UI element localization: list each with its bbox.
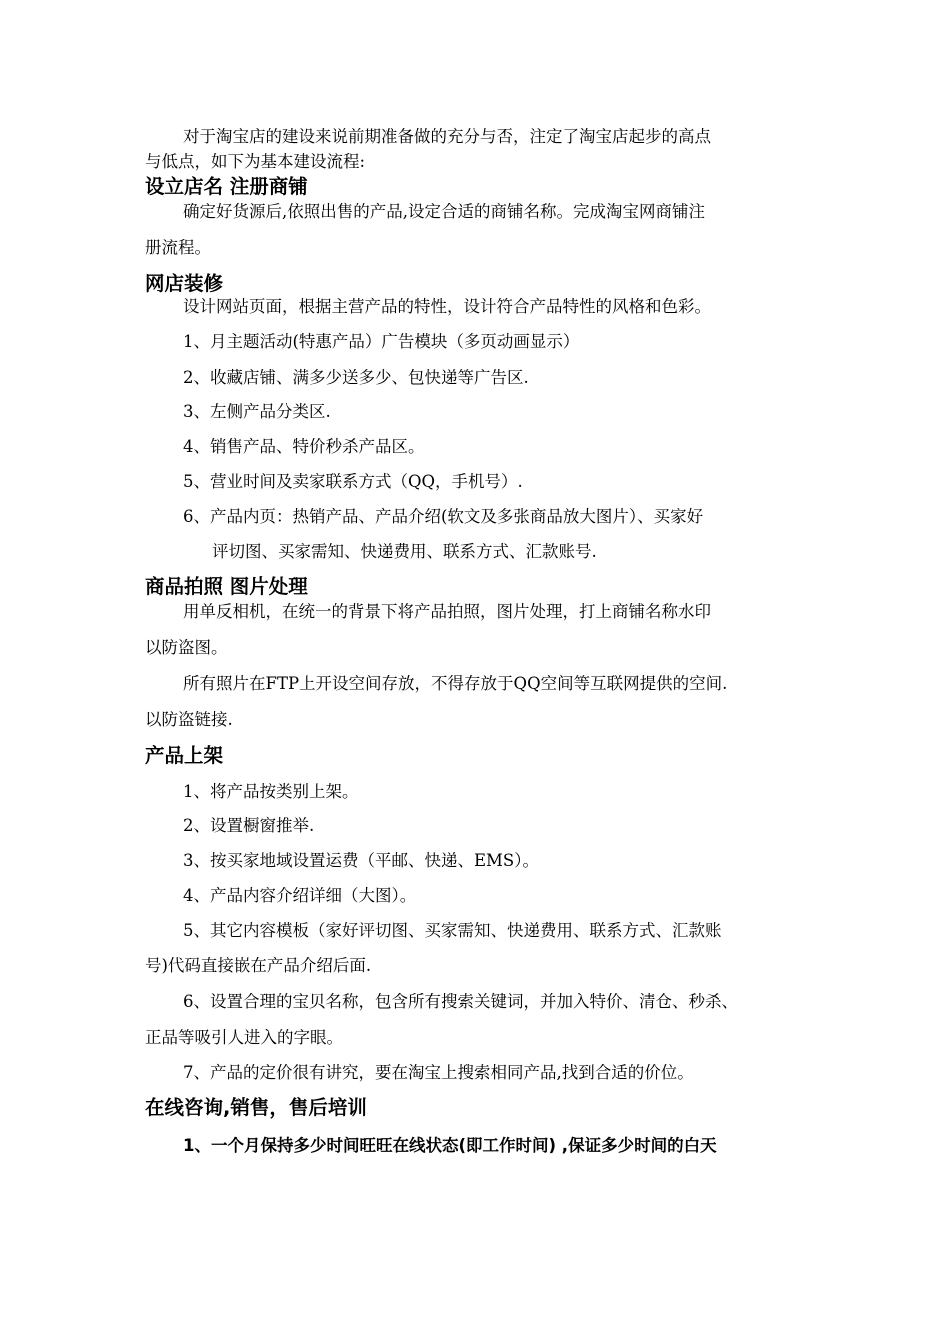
- list-item: 1、将产品按类别上架。: [183, 782, 359, 801]
- paragraph-line: 以防盗图。: [145, 638, 228, 657]
- paragraph-line: 以防盗链接.: [145, 710, 233, 729]
- paragraph-line: 设计网站页面，根据主营产品的特性，设计符合产品特性的风格和色彩。: [183, 297, 711, 316]
- list-item-continued: 正品等吸引人进入的字眼。: [145, 1028, 343, 1047]
- list-item: 1、一个月保持多少时间旺旺在线状态(即工作时间) ,保证多少时间的白天: [183, 1136, 717, 1155]
- section-heading-decoration: 网店装修: [145, 272, 224, 295]
- paragraph-line: 册流程。: [145, 238, 211, 257]
- section-heading-listing: 产品上架: [145, 744, 224, 767]
- list-item: 1、月主题活动(特惠产品）广告模块（多页动画显示）: [183, 332, 580, 351]
- section-heading-sales-training: 在线咨询,销售，售后培训: [145, 1096, 367, 1119]
- list-item: 6、设置合理的宝贝名称，包含所有搜索关键词，并加入特价、清仓、秒杀、: [183, 992, 738, 1011]
- list-item-continued: 评切图、买家需知、快递费用、联系方式、汇款账号.: [212, 542, 597, 561]
- list-item: 3、左侧产品分类区.: [183, 402, 331, 421]
- intro-line-1: 对于淘宝店的建设来说前期准备做的充分与否，注定了淘宝店起步的高点: [183, 127, 711, 146]
- section-heading-photography: 商品拍照 图片处理: [145, 575, 308, 598]
- list-item: 7、产品的定价很有讲究，要在淘宝上搜索相同产品,找到合适的价位。: [183, 1063, 694, 1082]
- list-item: 5、其它内容模板（家好评切图、买家需知、快递费用、联系方式、汇款账: [183, 921, 722, 940]
- paragraph-line: 所有照片在FTP上开设空间存放，不得存放于QQ空间等互联网提供的空间.: [183, 674, 728, 693]
- list-item: 4、销售产品、特价秒杀产品区。: [183, 437, 425, 456]
- list-item: 2、设置橱窗推举.: [183, 816, 315, 835]
- list-item-continued: 号)代码直接嵌在产品介绍后面.: [145, 956, 372, 975]
- list-item: 6、产品内页：热销产品、产品介绍(软文及多张商品放大图片）、买家好: [183, 507, 704, 526]
- section-heading-shop-name: 设立店名 注册商铺: [145, 175, 308, 198]
- paragraph-line: 确定好货源后,依照出售的产品,设定合适的商铺名称。完成淘宝网商铺注: [183, 202, 705, 221]
- intro-line-2: 与低点，如下为基本建设流程:: [145, 152, 366, 171]
- list-item: 4、产品内容介绍详细（大图）。: [183, 886, 417, 905]
- list-item: 5、营业时间及卖家联系方式（QQ，手机号）.: [183, 472, 523, 491]
- paragraph-line: 用单反相机，在统一的背景下将产品拍照，图片处理，打上商铺名称水印: [183, 602, 711, 621]
- list-item: 3、按买家地域设置运费（平邮、快递、EMS）。: [183, 851, 539, 870]
- list-item: 2、收藏店铺、满多少送多少、包快递等广告区.: [183, 368, 529, 387]
